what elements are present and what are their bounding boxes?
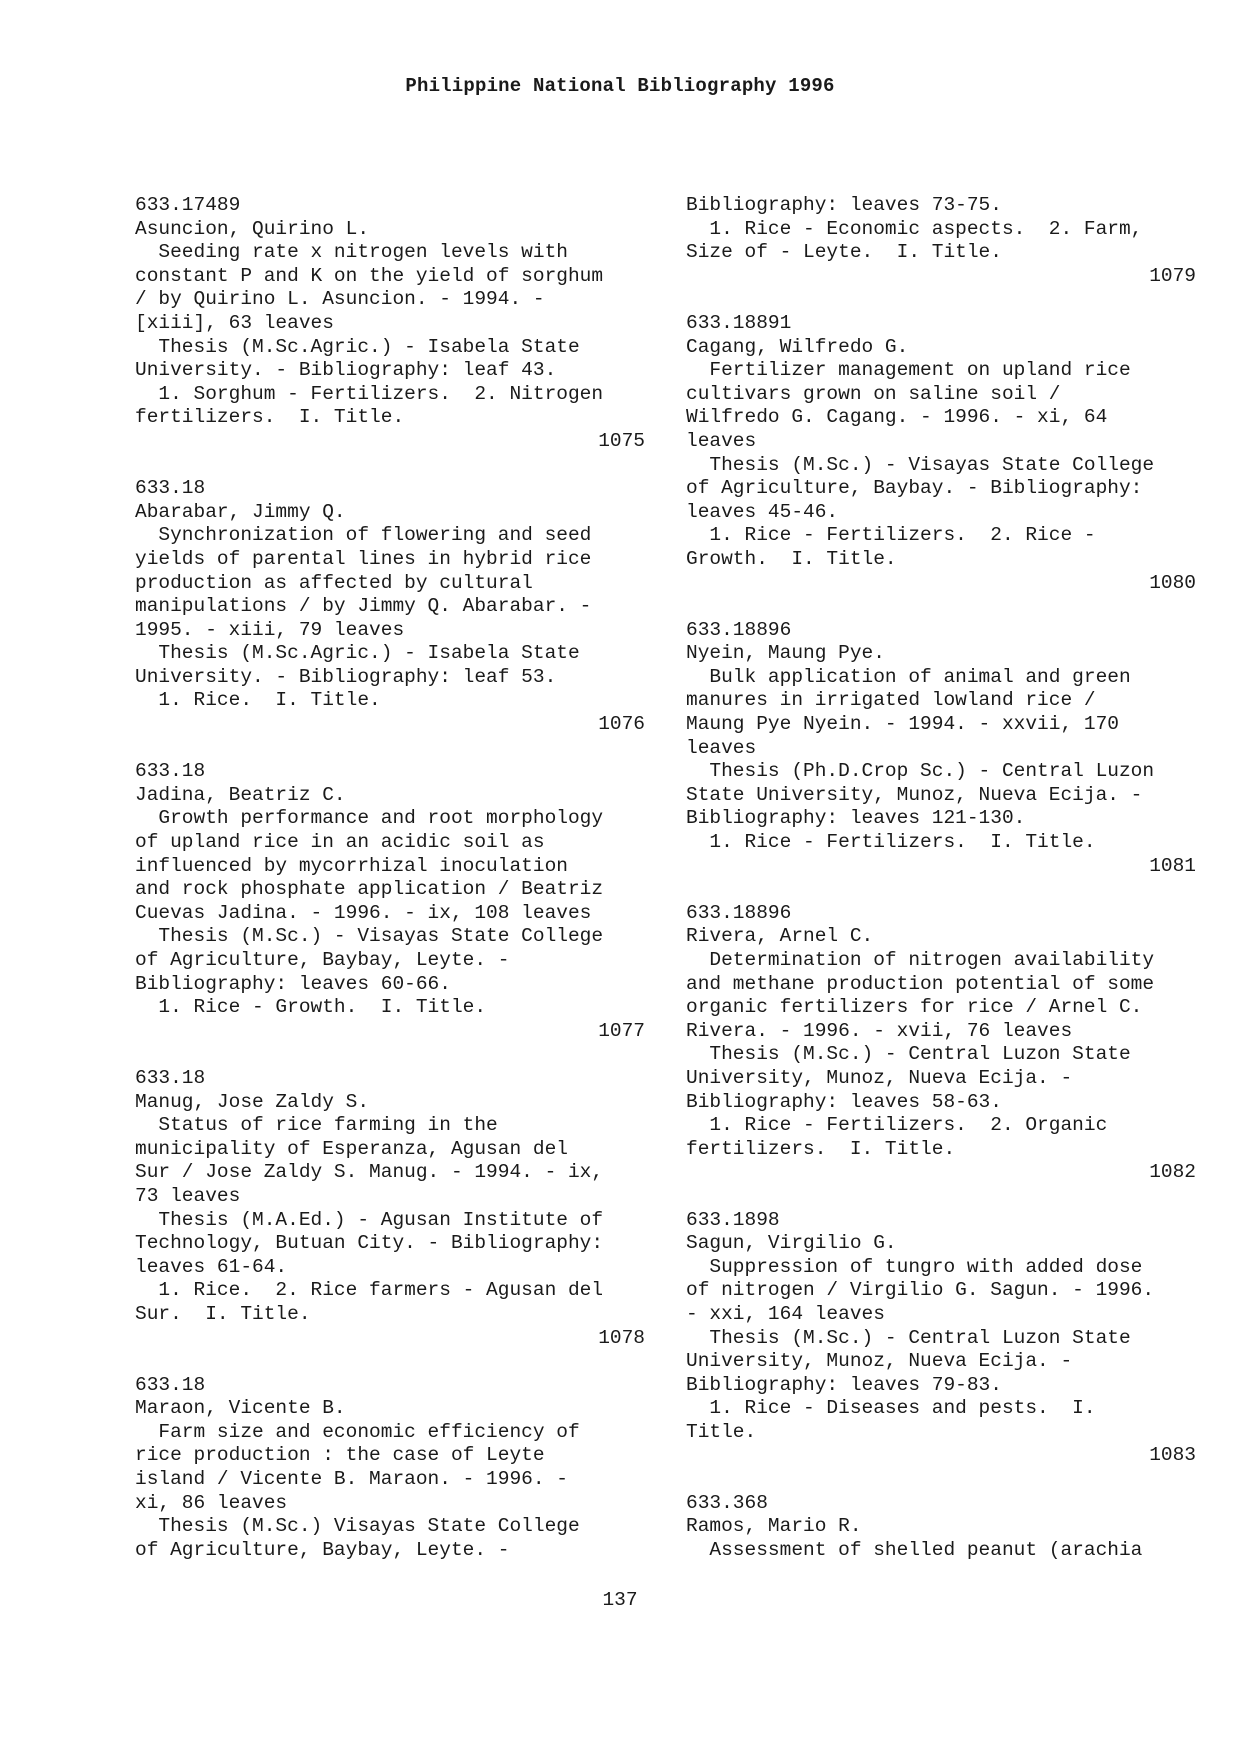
entry-line: yields of parental lines in hybrid rice <box>135 547 592 570</box>
entry-line: Rivera, Arnel C. <box>686 925 874 948</box>
entry-line: 633.18896 <box>686 901 792 924</box>
entry-line: municipality of Esperanza, Agusan del <box>135 1137 568 1160</box>
entry-line: Sur / Jose Zaldy S. Manug. - 1994. - ix, <box>135 1161 604 1184</box>
entry-line: 1. Rice - Fertilizers. 2. Organic <box>686 1114 1108 1137</box>
entry-line: Thesis (M.Sc.) - Central Luzon State <box>686 1326 1131 1349</box>
entry-line: Thesis (M.Sc.) - Visayas State College <box>135 925 604 948</box>
entry-line: University, Munoz, Nueva Ecija. - <box>686 1350 1073 1373</box>
entry-line: and methane production potential of some <box>686 972 1155 995</box>
entry-line: 633.18891 <box>686 311 792 334</box>
entry-line <box>135 1350 645 1374</box>
entry-line: Thesis (M.A.Ed.) - Agusan Institute of <box>135 1208 604 1231</box>
entry-line: University. - Bibliography: leaf 43. <box>135 359 557 382</box>
entry-line: Thesis (Ph.D.Crop Sc.) - Central Luzon <box>686 760 1155 783</box>
entry-line: leaves <box>686 736 757 759</box>
entry-line: leaves 61-64. <box>135 1255 288 1278</box>
entry-line: cultivars grown on saline soil / <box>686 382 1061 405</box>
entry-line: of Agriculture, Baybay, Leyte. - <box>135 949 510 971</box>
entry-line: constant P and K on the yield of sorghum <box>135 264 604 287</box>
entry-line: Technology, Butuan City. - Bibliography: <box>135 1232 604 1255</box>
entry-line: Size of - Leyte. I. Title. <box>686 241 1002 264</box>
entry-line: 1. Rice - Growth. I. Title. <box>135 996 487 1019</box>
entry-line: 1. Rice. 2. Rice farmers - Agusan del <box>135 1279 604 1302</box>
entry-line <box>686 288 1196 312</box>
entry-line: Maung Pye Nyein. - 1994. - xxvii, 170 <box>686 713 1119 736</box>
entry-line <box>135 737 645 761</box>
entry-line: rice production : the case of Leyte <box>135 1444 545 1467</box>
entry-line: of upland rice in an acidic soil as <box>135 831 545 854</box>
entry-line: Jadina, Beatriz C. <box>135 783 346 806</box>
entry-line: Abarabar, Jimmy Q. <box>135 500 346 523</box>
entry-line: of Agriculture, Baybay. - Bibliography: <box>686 477 1143 500</box>
entry-number: 1082 <box>1149 1161 1196 1184</box>
entry-number: 1078 <box>598 1326 645 1349</box>
page-number: 137 <box>602 1589 638 1611</box>
entry-line: / by Quirino L. Asuncion. - 1994. - <box>135 288 545 311</box>
entry-line: Nyein, Maung Pye. <box>686 642 885 665</box>
entry-line: - xxi, 164 leaves <box>686 1302 885 1325</box>
entry-line: 633.18 <box>135 760 206 783</box>
entry-line: of nitrogen / Virgilio G. Sagun. - 1996. <box>686 1279 1155 1302</box>
entry-line: fertilizers. I. Title. <box>686 1137 956 1160</box>
entry-line: 633.18 <box>135 1066 206 1089</box>
entry-line: Status of rice farming in the <box>135 1114 498 1137</box>
entry-line: University. - Bibliography: leaf 53. <box>135 665 557 688</box>
entry-line: Thesis (M.Sc.) - Central Luzon State <box>686 1043 1131 1066</box>
entry-line: 1. Rice - Fertilizers. 2. Rice - <box>686 524 1096 547</box>
entry-line: Cagang, Wilfredo G. <box>686 335 909 358</box>
entry-line: 1. Rice - Economic aspects. 2. Farm, <box>686 217 1143 240</box>
entry-number: 1079 <box>1149 264 1196 287</box>
entry-line: Growth. I. Title. <box>686 547 897 570</box>
entry-number: 1083 <box>1149 1444 1196 1467</box>
page-title: Philippine National Bibliography 1996 <box>405 75 835 97</box>
entry-line: influenced by mycorrhizal inoculation <box>135 854 568 877</box>
entry-line: 1. Rice - Fertilizers. I. Title. <box>686 831 1096 854</box>
right-column <box>686 194 1196 1562</box>
entry-line: Bibliography: leaves 73-75. <box>686 194 1002 216</box>
entry-line: manures in irrigated lowland rice / <box>686 689 1096 712</box>
entry-line: Thesis (M.Sc.Agric.) - Isabela State <box>135 642 580 665</box>
entry-line: 73 leaves <box>135 1184 241 1207</box>
entry-line: 1995. - xiii, 79 leaves <box>135 618 405 641</box>
entry-line: 1. Rice. I. Title. <box>135 689 381 712</box>
entry-line: Bibliography: leaves 121-130. <box>686 807 1026 830</box>
entry-line: 633.17489 <box>135 194 241 216</box>
entry-line: Thesis (M.Sc.) Visayas State College <box>135 1515 580 1538</box>
entry-line: Ramos, Mario R. <box>686 1515 862 1538</box>
entry-line: 1. Rice - Diseases and pests. I. <box>686 1397 1096 1420</box>
entry-line <box>686 1185 1196 1209</box>
entry-line: Asuncion, Quirino L. <box>135 217 370 240</box>
entry-line: Maraon, Vicente B. <box>135 1397 346 1420</box>
entry-line: Manug, Jose Zaldy S. <box>135 1090 370 1113</box>
entry-line: organic fertilizers for rice / Arnel C. <box>686 996 1143 1019</box>
entry-line: Rivera. - 1996. - xvii, 76 leaves <box>686 1019 1073 1042</box>
entry-line: xi, 86 leaves <box>135 1491 288 1514</box>
entry-line: [xiii], 63 leaves <box>135 311 334 334</box>
entry-line: Sur. I. Title. <box>135 1302 311 1325</box>
entry-line: Seeding rate x nitrogen levels with <box>135 241 568 264</box>
entry-line <box>135 1043 645 1067</box>
entry-line: Fertilizer management on upland rice <box>686 359 1131 382</box>
entry-line: 1. Sorghum - Fertilizers. 2. Nitrogen <box>135 382 604 405</box>
entry-line: fertilizers. I. Title. <box>135 406 405 429</box>
entry-line <box>686 595 1196 619</box>
entry-line: Cuevas Jadina. - 1996. - ix, 108 leaves <box>135 901 592 924</box>
entry-number: 1080 <box>1149 571 1196 594</box>
entry-line: Synchronization of flowering and seed <box>135 524 592 547</box>
entry-line: Thesis (M.Sc.) - Visayas State College <box>686 453 1155 476</box>
entry-line: of Agriculture, Baybay, Leyte. - <box>135 1538 510 1561</box>
entry-line: leaves <box>686 429 757 452</box>
entry-line <box>686 1468 1196 1492</box>
entry-line: Farm size and economic efficiency of <box>135 1420 580 1443</box>
entry-line: Title. <box>686 1420 757 1443</box>
entry-line: manipulations / by Jimmy Q. Abarabar. - <box>135 595 592 618</box>
entry-line <box>686 878 1196 902</box>
entry-line: Bibliography: leaves 79-83. <box>686 1373 1002 1396</box>
entry-number: 1076 <box>598 713 645 736</box>
entry-line: Bulk application of animal and green <box>686 665 1131 688</box>
entry-line: and rock phosphate application / Beatriz <box>135 878 604 901</box>
entry-line: 633.1898 <box>686 1208 780 1231</box>
entry-number: 1075 <box>598 429 645 452</box>
entry-line: University, Munoz, Nueva Ecija. - <box>686 1066 1073 1089</box>
entry-line: Determination of nitrogen availability <box>686 949 1155 971</box>
entry-line: 633.368 <box>686 1491 768 1514</box>
entry-line: island / Vicente B. Maraon. - 1996. - <box>135 1468 568 1491</box>
entry-line <box>135 454 645 478</box>
entry-line: leaves 45-46. <box>686 500 839 523</box>
entry-line: Wilfredo G. Cagang. - 1996. - xi, 64 <box>686 406 1108 429</box>
entry-line: 633.18 <box>135 477 206 500</box>
entry-line: Bibliography: leaves 60-66. <box>135 972 451 995</box>
entry-line: Suppression of tungro with added dose <box>686 1255 1143 1278</box>
left-column <box>135 194 645 1562</box>
entry-number: 1081 <box>1149 854 1196 877</box>
entry-line: State University, Munoz, Nueva Ecija. - <box>686 783 1143 806</box>
entry-line: 633.18896 <box>686 618 792 641</box>
entry-line: Assessment of shelled peanut (arachia <box>686 1538 1143 1561</box>
entry-line: 633.18 <box>135 1373 206 1396</box>
entry-line: Growth performance and root morphology <box>135 807 604 830</box>
entry-line: production as affected by cultural <box>135 571 533 594</box>
entry-number: 1077 <box>598 1019 645 1042</box>
entry-line: Sagun, Virgilio G. <box>686 1232 897 1255</box>
entry-line: Bibliography: leaves 58-63. <box>686 1090 1002 1113</box>
entry-line: Thesis (M.Sc.Agric.) - Isabela State <box>135 335 580 358</box>
